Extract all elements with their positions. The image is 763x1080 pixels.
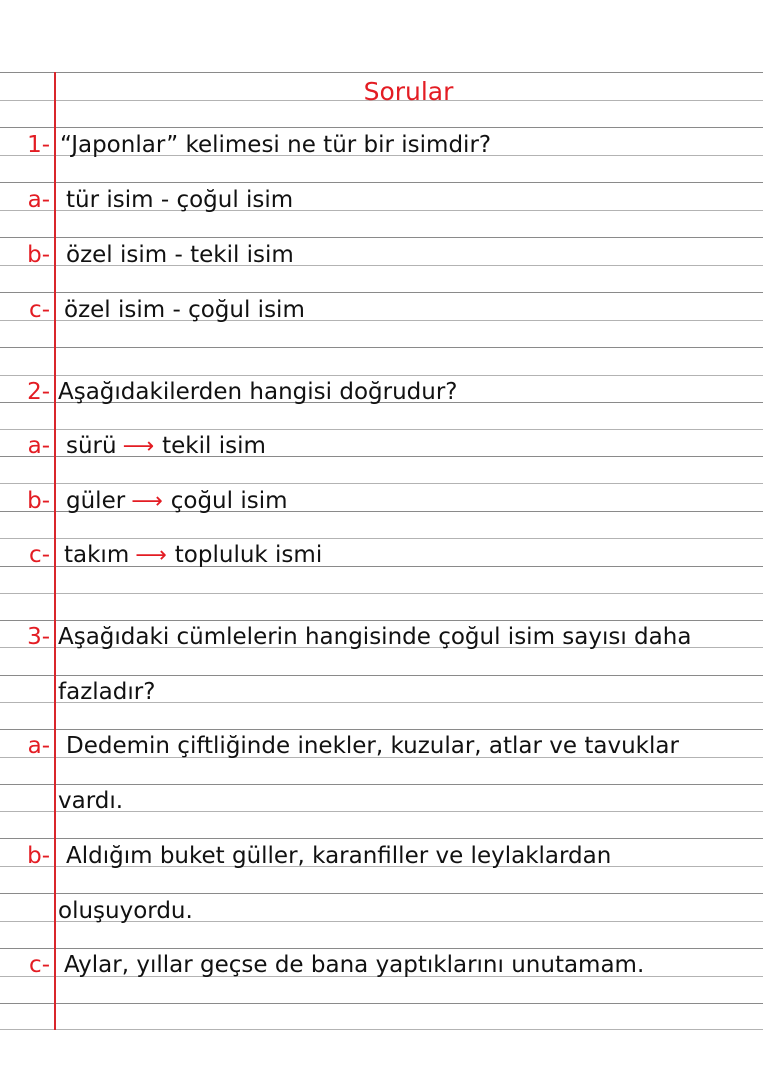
question-1-option-c: özel isim - çoğul isim	[64, 297, 305, 323]
option-c-category: topluluk ismi	[174, 542, 323, 568]
question-2-option-a	[66, 428, 266, 464]
question-2-option-b-label: b-	[27, 488, 50, 514]
question-3-option-a-line-2: vardı.	[58, 788, 124, 814]
question-1-option-b-label: b-	[27, 242, 50, 268]
right-arrow-icon: ⟶	[135, 543, 167, 568]
question-3-text-line-2: fazladır?	[58, 679, 156, 705]
rule-line	[0, 347, 763, 348]
question-3-number: 3-	[27, 624, 50, 650]
right-arrow-icon: ⟶	[131, 489, 163, 514]
rule-line	[0, 593, 763, 594]
question-3-option-c-label: c-	[29, 952, 50, 978]
question-3-option-a-label: a-	[27, 733, 50, 759]
question-1-option-c-label: c-	[29, 297, 50, 323]
question-2-option-c	[64, 537, 322, 573]
question-2-number: 2-	[27, 379, 50, 405]
question-2-option-a-label: a-	[27, 433, 50, 459]
question-2-text: Aşağıdakilerden hangisi doğrudur?	[58, 379, 458, 405]
question-1-option-a: tür isim - çoğul isim	[66, 187, 294, 213]
question-3-text-line-1: Aşağıdaki cümlelerin hangisinde çoğul isim sayısı daha	[58, 624, 692, 650]
option-a-category: tekil isim	[162, 433, 266, 459]
page-title: Sorular	[363, 77, 454, 106]
question-3-option-b-line-2: oluşuyordu.	[58, 898, 193, 924]
question-1-option-b: özel isim - tekil isim	[66, 242, 294, 268]
margin-line	[54, 72, 56, 1030]
option-c-word: takım	[64, 542, 130, 568]
option-b-category: çoğul isim	[170, 488, 288, 514]
question-2-option-c-label: c-	[29, 542, 50, 568]
option-a-word: sürü	[66, 433, 117, 459]
rule-line	[0, 1003, 763, 1004]
question-1-number: 1-	[27, 132, 50, 158]
option-b-word: güler	[66, 488, 126, 514]
question-1-text: “Japonlar” kelimesi ne tür bir isimdir?	[60, 132, 492, 158]
question-3-option-c: Aylar, yıllar geçse de bana yaptıklarını unutamam.	[64, 952, 645, 978]
question-3-option-b-line-1: Aldığım buket güller, karanfiller ve leylaklardan	[66, 843, 612, 869]
question-1-option-a-label: a-	[27, 187, 50, 213]
rule-line	[0, 1029, 763, 1030]
question-2-option-b	[66, 483, 288, 519]
question-3-option-a-line-1: Dedemin çiftliğinde inekler, kuzular, atlar ve tavuklar	[66, 733, 679, 759]
question-3-option-b-label: b-	[27, 843, 50, 869]
right-arrow-icon: ⟶	[122, 434, 155, 459]
